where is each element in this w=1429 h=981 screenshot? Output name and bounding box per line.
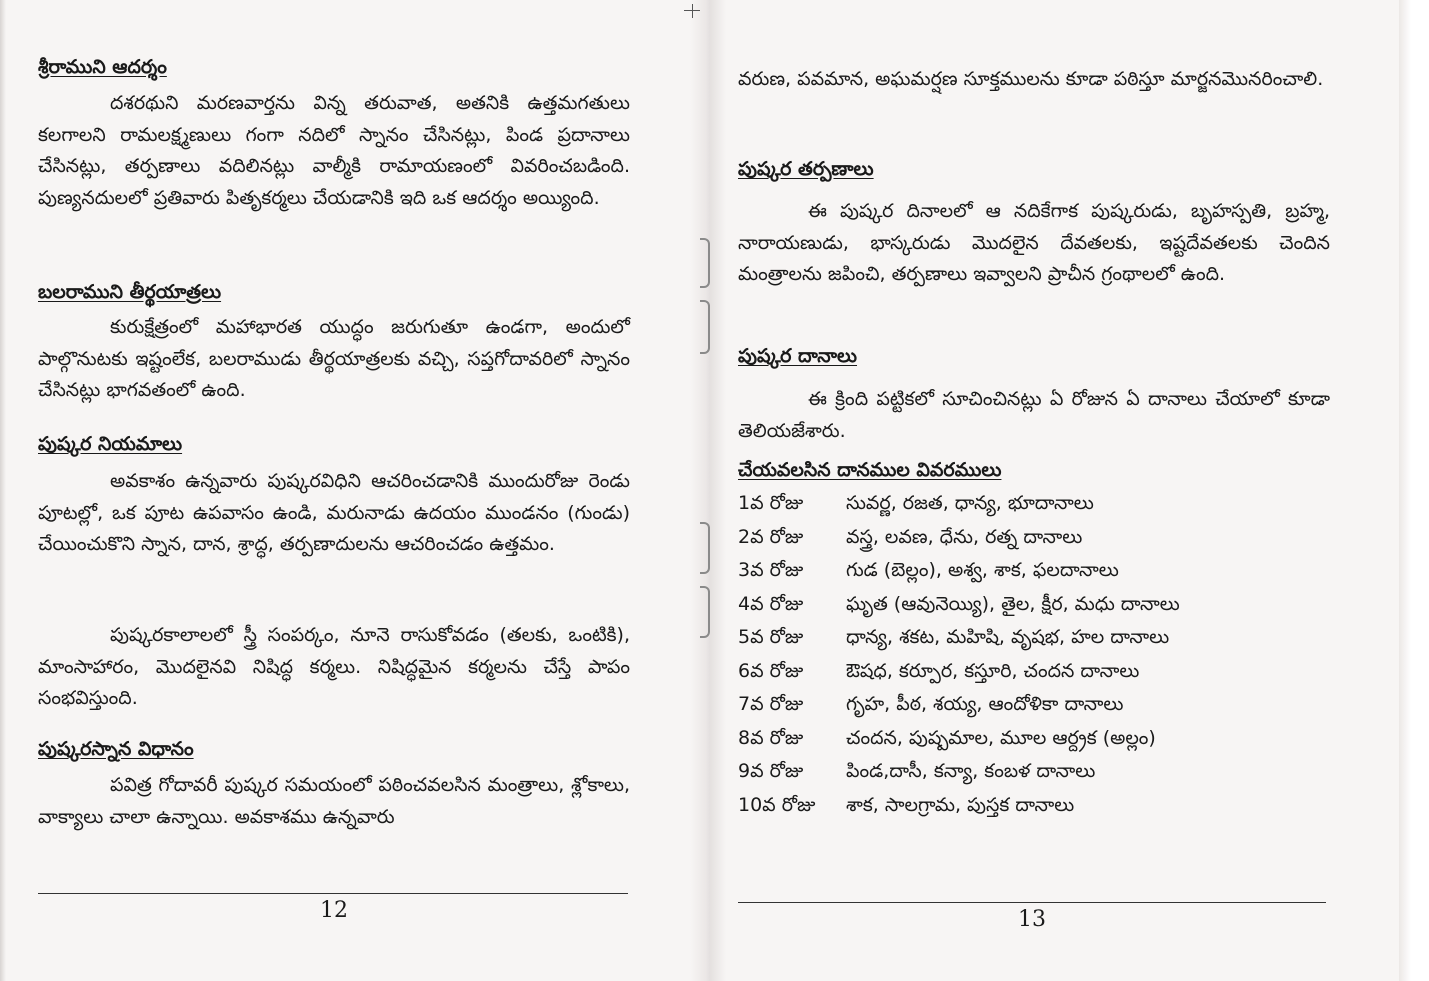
intro-paragraph: వరుణ, పవమాన, అఘమర్షణ సూక్తములను కూడా పఠిస్తూ మార్జనమొనరించాలి. [738, 68, 1324, 90]
paragraph-text: ఈ పుష్కర దినాలలో ఆ నదికేగాక పుష్కరుడు, బృహస్పతి, బ్రహ్మ, నారాయణుడు, భాస్కరుడు మొదలైన దేవతలకు, ఇష్టదేవతలకు చెందిన మంత్రాలను జపించి, తర్పణాలు ఇవ్వాలని ప్రాచీన గ్రంథాలలో ఉంది. [738, 200, 1330, 285]
dana-cell: గృహ, పీఠ, శయ్య, ఆందోళికా దానాలు [846, 693, 1124, 715]
table-row [738, 794, 1330, 828]
dana-table [738, 492, 1330, 827]
dana-cell: ఘృత (ఆవునెయ్యి), తైల, క్షీర, మధు దానాలు [846, 592, 1180, 615]
section-paragraph [38, 466, 630, 561]
section-paragraph [738, 384, 1330, 447]
section-paragraph [38, 312, 630, 407]
table-heading: చేయవలసిన దానముల వివరములు [738, 459, 1002, 481]
day-cell: 1వ రోజు [738, 492, 804, 514]
day-cell: 8వ రోజు [738, 726, 804, 749]
paragraph-text: కురుక్షేత్రంలో మహాభారత యుద్ధం జరుగుతూ ఉండగా, అందులో పాల్గొనుటకు ఇష్టంలేక, బలరాముడు తీర్థయాత్రలకు వచ్చి, సప్తగోదావరిలో స్నానం చేసినట్లు భాగవతంలో ఉంది. [38, 316, 630, 401]
page-number: 13 [1018, 907, 1046, 932]
table-row [738, 760, 1330, 794]
dana-cell: పిండ,దాసీ, కన్యా, కంబళ దానాలు [846, 760, 1096, 782]
section-heading: పుష్కర దానాలు [738, 345, 858, 367]
day-cell: 3వ రోజు [738, 559, 804, 581]
day-cell: 4వ రోజు [738, 592, 804, 615]
scan-edge-left [0, 0, 6, 981]
staple [700, 300, 710, 354]
paragraph-text: ఈ క్రింది పట్టికలో సూచించినట్లు ఏ రోజున ఏ దానాలు చేయాలో కూడా తెలియజేశారు. [738, 388, 1330, 442]
dana-cell: చందన, పుష్పమాల, మూల ఆర్ద్రక (అల్లం) [846, 726, 1156, 749]
footer-rule [38, 893, 628, 894]
scan-edge-right [1399, 0, 1429, 981]
dana-cell: ఔషధ, కర్పూర, కస్తూరి, చందన దానాలు [846, 659, 1140, 682]
dana-cell: గుడ (బెల్లం), అశ్వ, శాక, ఫలదానాలు [846, 559, 1119, 581]
footer-rule [738, 902, 1326, 903]
section-paragraph [38, 770, 630, 833]
dana-cell: ధాన్య, శకట, మహిషి, వృషభ, హల దానాలు [846, 626, 1170, 648]
section-paragraph [738, 196, 1330, 291]
table-row [738, 593, 1330, 627]
day-cell: 9వ రోజు [738, 760, 804, 782]
staple [700, 522, 710, 574]
day-cell: 10వ రోజు [738, 793, 816, 816]
book-gutter [690, 0, 726, 981]
table-row [738, 492, 1330, 526]
paragraph-text: దశరథుని మరణవార్తను విన్న తరువాత, అతనికి ఉత్తమగతులు కలగాలని రామలక్ష్మణులు గంగా నదిలో స్నానం చేసినట్లు, పిండ ప్రదానాలు చేసినట్లు, తర్పణాలు వదిలినట్లు వాల్మీకి రామాయణంలో వివరించబడింది. పుణ్యనదులలో ప్రతివారు పితృకర్మలు చేయడానికి ఇది ఒక ఆదర్శం అయ్యింది. [38, 92, 630, 209]
section-heading: శ్రీరాముని ఆదర్శం [38, 56, 167, 78]
table-row [738, 727, 1330, 761]
day-cell: 5వ రోజు [738, 626, 804, 648]
table-row [738, 526, 1330, 560]
table-row [738, 660, 1330, 694]
section-heading: పుష్కరస్నాన విధానం [38, 738, 194, 760]
table-row [738, 626, 1330, 660]
day-cell: 7వ రోజు [738, 693, 804, 715]
day-cell: 2వ రోజు [738, 525, 804, 548]
crop-mark-horizontal [684, 10, 700, 11]
table-row [738, 559, 1330, 593]
page-number: 12 [320, 898, 348, 923]
section-heading: పుష్కర నియమాలు [38, 433, 183, 455]
staple [700, 586, 710, 638]
dana-cell: వస్త్ర, లవణ, ధేను, రత్న దానాలు [846, 525, 1083, 548]
paragraph-text: అవకాశం ఉన్నవారు పుష్కరవిధిని ఆచరించడానికి ముందురోజు రెండు పూటల్లో, ఒక పూట ఉపవాసం ఉండి, మరునాడు ఉదయం ముండనం (గుండు) చేయించుకొని స్నాన, దాన, శ్రాద్ధ, తర్పణాదులను ఆచరించడం ఉత్తమం. [38, 470, 630, 555]
staple [700, 238, 710, 288]
dana-cell: శాక, సాలగ్రామ, పుస్తక దానాలు [846, 793, 1075, 816]
paragraph-text: పవిత్ర గోదావరీ పుష్కర సమయంలో పఠించవలసిన మంత్రాలు, శ్లోకాలు, వాక్యాలు చాలా ఉన్నాయి. అవకాశము ఉన్నవారు [38, 774, 630, 828]
section-paragraph [38, 620, 630, 715]
dana-cell: సువర్ణ, రజత, ధాన్య, భూదానాలు [846, 492, 1094, 514]
section-heading: పుష్కర తర్పణాలు [738, 158, 874, 180]
section-paragraph [38, 88, 630, 214]
crop-mark [692, 4, 693, 18]
paragraph-text: పుష్కరకాలాలలో స్త్రీ సంపర్కం, నూనె రాసుకోవడం (తలకు, ఒంటికి), మాంసాహారం, మొదలైనవి నిషిద్ధ కర్మలు. నిషిద్ధమైన కర్మలను చేస్తే పాపం సంభవిస్తుంది. [38, 624, 630, 709]
day-cell: 6వ రోజు [738, 659, 804, 682]
section-heading: బలరాముని తీర్థయాత్రలు [38, 281, 222, 303]
table-row [738, 693, 1330, 727]
